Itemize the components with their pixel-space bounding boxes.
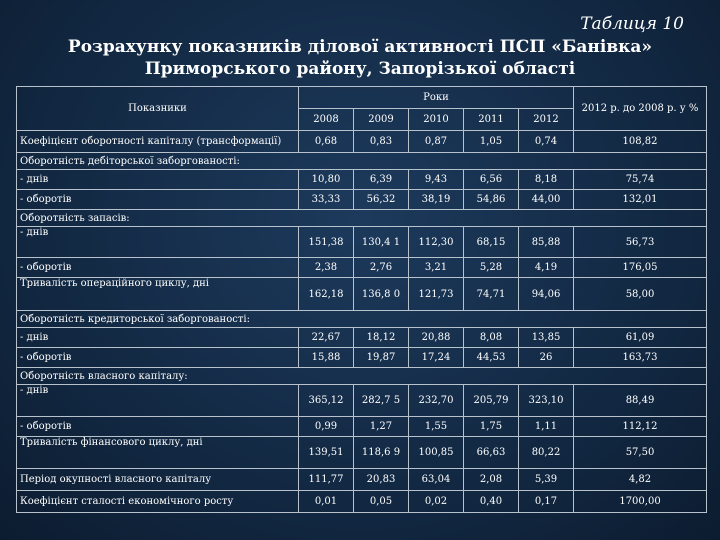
cell-value: 5,28 (464, 258, 519, 278)
cell-value: 2,76 (354, 258, 409, 278)
row-label: - оборотів (17, 258, 299, 278)
header-change: 2012 р. до 2008 р. у % (574, 87, 707, 131)
header-year: 2012 (519, 109, 574, 131)
cell-value: 1,75 (464, 417, 519, 437)
section-row (17, 311, 707, 328)
cell-value: 13,85 (519, 328, 574, 348)
table-caption: Таблиця 10 (580, 14, 684, 34)
row-label: Тривалість операційного циклу, дні (17, 278, 299, 311)
cell-value: 38,19 (409, 190, 464, 210)
cell-value: 1,11 (519, 417, 574, 437)
table-row (17, 258, 707, 278)
cell-value: 162,18 (299, 278, 354, 311)
cell-value: 205,79 (464, 385, 519, 417)
cell-value: 0,87 (409, 131, 464, 153)
cell-value: 0,02 (409, 491, 464, 513)
cell-value: 26 (519, 348, 574, 368)
table-row (17, 170, 707, 190)
cell-value: 130,4 1 (354, 227, 409, 258)
section-label: Оборотність власного капіталу: (17, 368, 707, 385)
cell-value: 176,05 (574, 258, 707, 278)
cell-value: 100,85 (409, 437, 464, 469)
cell-value: 282,7 5 (354, 385, 409, 417)
cell-value: 6,56 (464, 170, 519, 190)
section-label: Оборотність дебіторської заборгованості: (17, 153, 707, 170)
cell-value: 22,67 (299, 328, 354, 348)
cell-value: 0,01 (299, 491, 354, 513)
table-row (17, 348, 707, 368)
row-label: - оборотів (17, 190, 299, 210)
cell-value: 8,18 (519, 170, 574, 190)
cell-value: 63,04 (409, 469, 464, 491)
row-label: - днів (17, 385, 299, 417)
table-row (17, 131, 707, 153)
row-label: - оборотів (17, 348, 299, 368)
cell-value: 2,08 (464, 469, 519, 491)
table-row (17, 437, 707, 469)
cell-value: 0,05 (354, 491, 409, 513)
cell-value: 19,87 (354, 348, 409, 368)
cell-value: 56,73 (574, 227, 707, 258)
cell-value: 0,99 (299, 417, 354, 437)
cell-value: 0,83 (354, 131, 409, 153)
cell-value: 151,38 (299, 227, 354, 258)
cell-value: 121,73 (409, 278, 464, 311)
cell-value: 44,00 (519, 190, 574, 210)
table-row (17, 190, 707, 210)
cell-value: 1,55 (409, 417, 464, 437)
cell-value: 112,12 (574, 417, 707, 437)
cell-value: 18,12 (354, 328, 409, 348)
row-label: Коефіцієнт сталості економічного росту (17, 491, 299, 513)
cell-value: 139,51 (299, 437, 354, 469)
row-label: - оборотів (17, 417, 299, 437)
cell-value: 323,10 (519, 385, 574, 417)
cell-value: 0,17 (519, 491, 574, 513)
cell-value: 111,77 (299, 469, 354, 491)
header-year: 2009 (354, 109, 409, 131)
row-label: Період окупності власного капіталу (17, 469, 299, 491)
section-row (17, 153, 707, 170)
header-year: 2010 (409, 109, 464, 131)
activity-table (16, 86, 707, 513)
row-label: Коефіцієнт оборотності капіталу (трансформації) (17, 131, 299, 153)
cell-value: 112,30 (409, 227, 464, 258)
cell-value: 68,15 (464, 227, 519, 258)
cell-value: 56,32 (354, 190, 409, 210)
row-label: - днів (17, 170, 299, 190)
cell-value: 2,38 (299, 258, 354, 278)
cell-value: 17,24 (409, 348, 464, 368)
cell-value: 6,39 (354, 170, 409, 190)
table-row (17, 385, 707, 417)
table-row (17, 278, 707, 311)
header-row-1 (17, 87, 707, 109)
cell-value: 20,83 (354, 469, 409, 491)
cell-value: 33,33 (299, 190, 354, 210)
cell-value: 1,05 (464, 131, 519, 153)
row-label: Тривалість фінансового циклу, дні (17, 437, 299, 469)
cell-value: 0,74 (519, 131, 574, 153)
cell-value: 3,21 (409, 258, 464, 278)
cell-value: 85,88 (519, 227, 574, 258)
cell-value: 136,8 0 (354, 278, 409, 311)
header-indicators: Показники (17, 87, 299, 131)
cell-value: 0,40 (464, 491, 519, 513)
cell-value: 54,86 (464, 190, 519, 210)
cell-value: 74,71 (464, 278, 519, 311)
section-row (17, 368, 707, 385)
cell-value: 132,01 (574, 190, 707, 210)
cell-value: 94,06 (519, 278, 574, 311)
cell-value: 20,88 (409, 328, 464, 348)
row-label: - днів (17, 328, 299, 348)
cell-value: 80,22 (519, 437, 574, 469)
cell-value: 0,68 (299, 131, 354, 153)
cell-value: 9,43 (409, 170, 464, 190)
table-row (17, 328, 707, 348)
section-row (17, 210, 707, 227)
header-year: 2008 (299, 109, 354, 131)
cell-value: 58,00 (574, 278, 707, 311)
cell-value: 66,63 (464, 437, 519, 469)
cell-value: 15,88 (299, 348, 354, 368)
table-row (17, 227, 707, 258)
cell-value: 232,70 (409, 385, 464, 417)
table-row (17, 469, 707, 491)
cell-value: 57,50 (574, 437, 707, 469)
section-label: Оборотність кредиторської заборгованості: (17, 311, 707, 328)
row-label: - днів (17, 227, 299, 258)
cell-value: 8,08 (464, 328, 519, 348)
cell-value: 108,82 (574, 131, 707, 153)
cell-value: 4,19 (519, 258, 574, 278)
cell-value: 1700,00 (574, 491, 707, 513)
cell-value: 4,82 (574, 469, 707, 491)
cell-value: 5,39 (519, 469, 574, 491)
table-row (17, 491, 707, 513)
cell-value: 118,6 9 (354, 437, 409, 469)
cell-value: 75,74 (574, 170, 707, 190)
cell-value: 44,53 (464, 348, 519, 368)
table-row (17, 417, 707, 437)
cell-value: 365,12 (299, 385, 354, 417)
section-label: Оборотність запасів: (17, 210, 707, 227)
cell-value: 88,49 (574, 385, 707, 417)
header-year: 2011 (464, 109, 519, 131)
cell-value: 163,73 (574, 348, 707, 368)
page-title (0, 36, 720, 80)
cell-value: 61,09 (574, 328, 707, 348)
title-line-1: Розрахунку показників ділової активності ПСП «Банівка» (67, 37, 653, 57)
cell-value: 1,27 (354, 417, 409, 437)
title-line-2: Приморського району, Запорізької області (144, 59, 576, 79)
header-years: Роки (299, 87, 574, 109)
cell-value: 10,80 (299, 170, 354, 190)
